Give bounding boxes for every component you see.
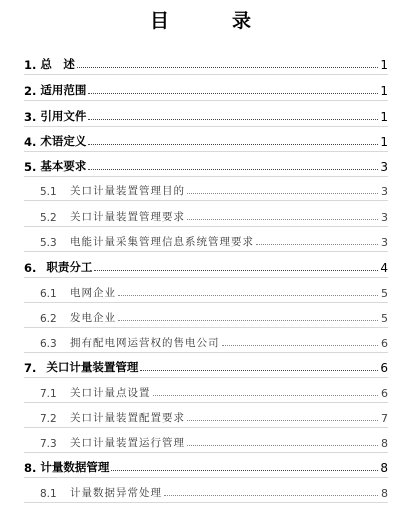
dot-leader	[187, 219, 378, 220]
toc-entry-label: 发电企业	[70, 312, 116, 324]
toc-page-number: 3	[381, 236, 388, 249]
toc-page-number: 8	[381, 487, 388, 500]
dot-leader	[140, 370, 378, 371]
toc-subentry[interactable]	[24, 330, 388, 350]
toc-entry-label: 关口计量装置管理	[46, 360, 139, 374]
toc-page-number: 6	[381, 387, 388, 400]
toc-entry-number: 1.	[24, 58, 37, 72]
toc-entry-number: 7.1	[40, 388, 57, 400]
dot-leader	[222, 345, 379, 346]
toc-entry-label: 电能计量采集管理信息系统管理要求	[70, 236, 254, 248]
toc-entry-number: 4.	[24, 135, 37, 149]
dot-leader	[88, 93, 378, 94]
row-divider	[24, 176, 388, 177]
toc-entry[interactable]	[24, 154, 388, 174]
toc-entry-label: 电网企业	[70, 287, 116, 299]
toc-entry-label: 总 述	[40, 57, 75, 71]
toc-entry-label: 关口计量装置运行管理	[70, 437, 185, 449]
toc-page-number: 1	[380, 58, 388, 72]
toc-page-number: 6	[380, 361, 388, 375]
toc-entry-label: 关口计量点设置	[70, 387, 151, 399]
row-divider	[24, 402, 388, 403]
toc-subentry[interactable]	[24, 405, 388, 425]
row-divider	[24, 151, 388, 152]
toc-page-number: 8	[381, 437, 388, 450]
dot-leader	[111, 470, 378, 471]
toc-entry-number: 5.2	[40, 212, 57, 224]
toc-entry[interactable]	[24, 78, 388, 98]
toc-entry-label: 计量数据异常处理	[70, 487, 162, 499]
toc-subentry[interactable]	[24, 280, 388, 300]
row-divider	[24, 352, 388, 353]
toc-entry-number: 6.1	[40, 288, 57, 300]
toc-entry-label: 职责分工	[46, 260, 93, 274]
toc-page-number: 5	[381, 312, 388, 325]
row-divider	[24, 200, 388, 201]
toc-subentry[interactable]	[24, 305, 388, 325]
toc-entry[interactable]	[24, 104, 388, 124]
row-divider	[24, 502, 388, 503]
toc-entry-label: 关口计量装置配置要求	[70, 412, 185, 424]
toc-entry-number: 7.3	[40, 438, 57, 450]
toc-page-number: 7	[381, 412, 388, 425]
row-divider	[24, 302, 388, 303]
toc-entry-number: 6.2	[40, 313, 57, 325]
dot-leader	[187, 445, 378, 446]
toc-page-number: 4	[380, 261, 388, 275]
toc-entry-label: 计量数据管理	[40, 460, 110, 474]
toc-entry-label: 拥有配电网运营权的售电公司	[70, 337, 220, 349]
toc-page-number: 6	[381, 337, 388, 350]
dot-leader	[94, 270, 378, 271]
toc-page-number: 1	[380, 135, 388, 149]
toc-page-number: 5	[381, 287, 388, 300]
row-divider	[24, 126, 388, 127]
toc-subentry[interactable]	[24, 204, 388, 224]
row-divider	[24, 251, 388, 252]
toc-entry-number: 8.	[24, 461, 37, 475]
toc-entry-number: 6.	[24, 261, 37, 275]
dot-leader	[187, 420, 378, 421]
toc-subentry[interactable]	[24, 178, 388, 198]
dot-leader	[118, 320, 378, 321]
toc-entry-label: 关口计量装置管理要求	[70, 211, 185, 223]
document-title: 目 录	[149, 10, 273, 32]
row-divider	[24, 327, 388, 328]
toc-entry-number: 2.	[24, 84, 37, 98]
toc-entry-number: 7.	[24, 361, 37, 375]
toc-entry[interactable]	[24, 455, 388, 475]
row-divider	[24, 74, 388, 75]
toc-page-number: 1	[380, 110, 388, 124]
toc-page-number: 3	[381, 211, 388, 224]
toc-entry[interactable]	[24, 129, 388, 149]
row-divider	[24, 226, 388, 227]
toc-entry-number: 7.2	[40, 413, 57, 425]
toc-entry-label: 适用范围	[40, 83, 87, 97]
toc-page-number: 3	[380, 160, 388, 174]
row-divider	[24, 277, 388, 278]
toc-entry-number: 5.1	[40, 186, 57, 198]
toc-entry-number: 8.1	[40, 488, 57, 500]
row-divider	[24, 377, 388, 378]
row-divider	[24, 477, 388, 478]
toc-entry-number: 3.	[24, 110, 37, 124]
toc-subentry[interactable]	[24, 229, 388, 249]
dot-leader	[77, 67, 378, 68]
dot-leader	[256, 244, 378, 245]
toc-page-number: 8	[380, 461, 388, 475]
row-divider	[24, 427, 388, 428]
toc-page-number: 1	[380, 84, 388, 98]
dot-leader	[187, 193, 378, 194]
row-divider	[24, 452, 388, 453]
dot-leader	[88, 144, 378, 145]
toc-entry[interactable]	[24, 52, 388, 72]
toc-subentry[interactable]	[24, 430, 388, 450]
toc-entry-number: 5.	[24, 160, 37, 174]
toc-entry-number: 5.3	[40, 237, 57, 249]
dot-leader	[88, 169, 378, 170]
toc-subentry[interactable]	[24, 480, 388, 500]
toc-entry-number: 6.3	[40, 338, 57, 350]
dot-leader	[118, 295, 378, 296]
dot-leader	[88, 119, 378, 120]
row-divider	[24, 100, 388, 101]
dot-leader	[153, 395, 379, 396]
toc-page-number: 3	[381, 185, 388, 198]
toc-subentry[interactable]	[24, 380, 388, 400]
dot-leader	[164, 495, 378, 496]
toc-entry-label: 术语定义	[40, 134, 87, 148]
toc-entry-label: 关口计量装置管理目的	[70, 185, 185, 197]
toc-entry-label: 基本要求	[40, 159, 87, 173]
toc-entry[interactable]	[24, 255, 388, 275]
toc-entry[interactable]	[24, 355, 388, 375]
toc-entry-label: 引用文件	[40, 109, 87, 123]
